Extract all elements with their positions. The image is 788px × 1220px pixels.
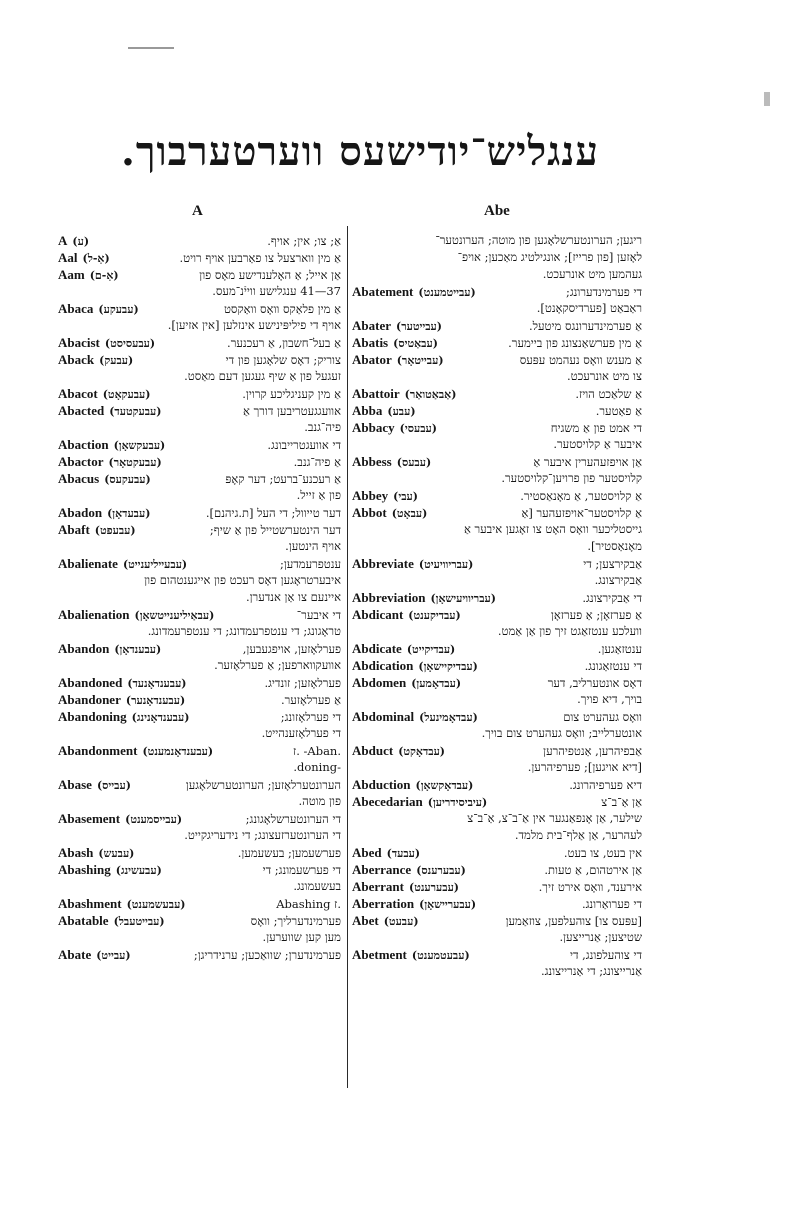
dictionary-entry — [352, 317, 642, 334]
entry-headword: Abet — [352, 913, 379, 928]
definition-continuation: [דיא אויגען]; פערפיהרען. — [527, 760, 642, 774]
dictionary-entry — [58, 351, 341, 368]
dictionary-entry — [352, 351, 642, 368]
entry-definition: די פערלאָזונג; — [280, 710, 341, 724]
definition-continuation: קלויסטער פון פרויען־קלויסטער. — [501, 471, 642, 485]
dictionary-entry — [352, 606, 642, 623]
dictionary-entry — [352, 657, 642, 674]
dictionary-entry — [352, 283, 642, 300]
entry-definition: אַ בעל־חשבון, אַ רעכנער. — [227, 336, 341, 350]
entry-definition: וואָס געהערט צום — [563, 710, 642, 724]
definition-continuation: 37—41 ענגלישע ווייֿנ־מעס. — [212, 284, 341, 298]
dictionary-entry — [352, 385, 642, 402]
dictionary-entry — [352, 334, 642, 351]
entry-pronunciation: (עבייסמענט) — [125, 813, 183, 826]
entry-definition: אַן אויפזעהערין איבער אַ — [533, 455, 642, 469]
entry-headword: Abasement — [58, 811, 121, 826]
definition-continuation: אַבקירצונג. — [594, 573, 642, 587]
dictionary-entry — [58, 708, 341, 725]
scan-speck — [764, 92, 770, 106]
entry-pronunciation: (עבדאָקשאָן) — [415, 779, 474, 792]
entry-pronunciation: (עבעקעס) — [104, 473, 151, 486]
entry-definition: פערשעמען; בעשעמען. — [237, 846, 341, 860]
entry-headword: Abbess — [352, 454, 392, 469]
entry-definition: דאָס אונטערליב, דער — [547, 676, 642, 690]
entry-headword: Abacus — [58, 471, 100, 486]
entry-pronunciation: (עבייטמענט) — [418, 286, 476, 299]
entry-definition: אַבפיהרען, אַנטפיהרען — [543, 744, 642, 758]
dictionary-entry — [352, 776, 642, 793]
dictionary-entry — [58, 504, 341, 521]
definition-continuation: פון מוטה. — [298, 794, 341, 808]
entry-pronunciation: (עבדאָמען) — [411, 677, 462, 690]
entry-definition: דיא פערפיהרונג. — [569, 778, 642, 792]
entry-pronunciation: (עבעקאָט) — [102, 388, 151, 401]
entry-headword: Aberration — [352, 896, 415, 911]
entry-definition: די אַבקירצונג. — [582, 591, 642, 605]
definition-continuation: מען קען שווערען. — [262, 930, 341, 944]
entry-headword: Abandoner — [58, 692, 121, 707]
entry-pronunciation: (אַבאַטואַר) — [404, 388, 457, 401]
entry-definition: אַ פערלאָזער. — [280, 693, 341, 707]
entry-pronunciation: (עבערענט) — [409, 881, 460, 894]
entry-definition: .Aban- .ז — [293, 744, 341, 758]
dictionary-entry — [352, 589, 642, 606]
entry-pronunciation: (עבעסי) — [399, 422, 437, 435]
entry-pronunciation: (עבעקטעד) — [109, 405, 162, 418]
entry-headword: Abator — [352, 352, 392, 367]
entry-headword: Abacist — [58, 335, 100, 350]
entry-headword: Abalienate — [58, 556, 118, 571]
dictionary-entry — [352, 946, 642, 963]
entry-pronunciation: (עבדאָמינעל) — [419, 711, 478, 724]
entry-headword: Abed — [352, 845, 382, 860]
entry-pronunciation: (ע) — [72, 235, 90, 248]
entry-headword: Abdicate — [352, 641, 402, 656]
entry-headword: Abdominal — [352, 709, 415, 724]
entry-pronunciation: (עבעש) — [98, 847, 135, 860]
entry-headword: Abatis — [352, 335, 389, 350]
definition-continuation: טראָגונג; די ענטפרעמדונג; די ענטפרעמדונג. — [147, 624, 341, 638]
entry-pronunciation: (עבעסיסט) — [104, 337, 156, 350]
entry-headword: Aberrance — [352, 862, 412, 877]
entry-pronunciation: (עבייטעבל) — [113, 915, 165, 928]
entry-definition: דער הינטערשטייל פון אַ שיף; — [209, 523, 341, 537]
dictionary-entry — [58, 334, 341, 351]
entry-definition: אַ מין ווארצעל צו פאַרבען אויף רויט. — [179, 251, 341, 265]
entry-headword: Abattoir — [352, 386, 400, 401]
entry-pronunciation: (אַ-ל) — [82, 252, 110, 265]
entry-pronunciation: (עבענדאָנער) — [125, 694, 186, 707]
dictionary-entry — [352, 453, 642, 470]
definition-continuation: געהמען מיט אונרעכט. — [542, 267, 642, 281]
entry-pronunciation: (עבי) — [393, 490, 418, 503]
entry-headword: Abetment — [352, 947, 407, 962]
definition-continuation: -doning. — [293, 760, 341, 774]
entry-headword: Abandon — [58, 641, 110, 656]
definition-continuation: צו מיט אונרעכט. — [566, 369, 642, 383]
entry-definition: פערמינדערן; שוואַכען; ערנידריגן; — [193, 948, 341, 962]
entry-headword: Abbey — [352, 488, 389, 503]
dictionary-entry — [352, 912, 642, 929]
entry-definition: די ענטזאַגונג. — [584, 659, 642, 673]
dictionary-entry — [58, 470, 341, 487]
definition-continuation: אוועקווארפען; אַ פערלאָזער. — [214, 658, 341, 672]
entry-headword: Abaction — [58, 437, 109, 452]
entry-headword: Abash — [58, 845, 94, 860]
entry-definition: הערונטערלאָזען; הערונטערשלאָגען — [185, 778, 341, 792]
entry-headword: Abacted — [58, 403, 105, 418]
entry-headword: Abashment — [58, 896, 122, 911]
entry-definition: אַ מענש וואָס נעהמט עפּעס — [519, 353, 642, 367]
entry-pronunciation: (עבאָט) — [391, 507, 428, 520]
dictionary-entry — [58, 232, 341, 249]
entry-headword: Abaft — [58, 522, 90, 537]
entry-definition: אַ פאַטער. — [595, 404, 642, 418]
entry-pronunciation: (עבענדאָנעד) — [127, 677, 187, 690]
dictionary-entry — [58, 861, 341, 878]
entry-headword: Abashing — [58, 862, 111, 877]
entry-headword: Abactor — [58, 454, 104, 469]
dictionary-entry — [58, 776, 341, 793]
entry-pronunciation: (עבעייליענייט) — [122, 558, 188, 571]
entry-headword: Abdicant — [352, 607, 404, 622]
entry-pronunciation: (עבדאָקט) — [398, 745, 446, 758]
definition-continuation: בויך, דיא פויך. — [577, 692, 642, 706]
dictionary-entry — [58, 402, 341, 419]
dictionary-entry — [58, 674, 341, 691]
entry-headword: Abalienation — [58, 607, 130, 622]
entry-pronunciation: (עבעס) — [396, 456, 432, 469]
dictionary-entry — [58, 266, 341, 283]
entry-definition: די איבער־ — [296, 608, 341, 622]
entry-definition: פערלאָזען, אויפגעבען, — [242, 642, 341, 656]
dictionary-entry — [58, 436, 341, 453]
entry-pronunciation: (עבעט) — [383, 915, 419, 928]
dictionary-entry — [58, 453, 341, 470]
entry-headword: Abaca — [58, 301, 94, 316]
definition-continuation: וועלכע ענטזאַגט זיך פון אַן אַמט. — [497, 624, 642, 638]
dictionary-entry — [58, 555, 341, 572]
page-title: ענגליש־יודישעס ווערטערבוך. — [120, 128, 600, 175]
dictionary-entry — [352, 419, 642, 436]
dictionary-entry — [58, 249, 341, 266]
entry-definition: אַ רעכנע־ברעט; דער קאָפּ — [225, 472, 341, 486]
definition-continuation: אַנרייצונג; די אַנרייצונג. — [540, 964, 642, 978]
entry-pronunciation: (עבדיקיישאָן) — [418, 660, 478, 673]
entry-headword: Abandoned — [58, 675, 123, 690]
entry-definition: די אוועגטרייבונג. — [267, 438, 341, 452]
entry-definition: .ז Abashing — [276, 897, 341, 911]
dictionary-entry — [352, 878, 642, 895]
scan-speck — [128, 47, 174, 49]
definition-continuation: בעשעמונג. — [293, 879, 341, 893]
entry-pronunciation: (עבענדאָן) — [114, 643, 162, 656]
definition-continuation: אויף הינטען. — [285, 539, 341, 553]
entry-headword: Abbreviate — [352, 556, 414, 571]
entry-definition: אַן אירטהום, אַ טעות. — [544, 863, 642, 877]
entry-headword: Abase — [58, 777, 92, 792]
entry-pronunciation: (עבעפט) — [94, 524, 136, 537]
entry-definition: אַ קלויסטער־אויפזעהער [אַ — [521, 506, 642, 520]
dictionary-entry — [352, 555, 642, 572]
entry-definition: אַ פיה־גנב. — [293, 455, 341, 469]
entry-definition: אַ מין קעניגליכע קרוין. — [242, 387, 341, 401]
dictionary-entry — [58, 810, 341, 827]
entry-headword: Abate — [58, 947, 92, 962]
dictionary-entry — [58, 640, 341, 657]
dictionary-entry — [352, 861, 642, 878]
entry-headword: Abba — [352, 403, 383, 418]
entry-definition: אַן אייל; אַ האָלענדישע מאָס פון — [199, 268, 341, 282]
entry-definition: פערמינדערליך; וואָס — [250, 914, 341, 928]
dictionary-entry — [58, 521, 341, 538]
dictionary-entry — [58, 300, 341, 317]
definition-continuation: ראַבאַט [פערדיסקאָנט]. — [536, 301, 642, 315]
dictionary-entry — [58, 385, 341, 402]
entry-headword: Aam — [58, 267, 85, 282]
entry-pronunciation: (עבעשמענט) — [126, 898, 186, 911]
dictionary-entry — [352, 708, 642, 725]
entry-definition: די פערשעמונג; די — [262, 863, 341, 877]
entry-pronunciation: (עבע) — [387, 405, 416, 418]
entry-headword: Abandonment — [58, 743, 138, 758]
entry-definition: אַ מין פערשאַנצונג פון ביימער. — [508, 336, 642, 350]
entry-definition: דער טייוול; די העל [ת.גיהנם]. — [205, 506, 341, 520]
entry-definition: אוועגגעטריבען דורך אַ — [243, 404, 341, 418]
entry-pronunciation: (עבעקשאָן) — [113, 439, 166, 452]
dictionary-entry — [58, 946, 341, 963]
definition-continuation: שטיצען; אַנרייצען. — [559, 930, 642, 944]
entry-headword: Aback — [58, 352, 95, 367]
definition-continuation: איבער אַ קלויסטער. — [553, 437, 642, 451]
dictionary-entry — [352, 793, 642, 810]
entry-definition: [עפּעס צו] צוהעלפען, צוזאַמען — [505, 914, 642, 928]
entry-pronunciation: (עבדיקייט) — [406, 643, 456, 656]
right-column — [352, 232, 642, 980]
entry-pronunciation: (עבדיקענט) — [408, 609, 461, 622]
entry-definition: אַן אַ־ב־צ — [601, 795, 642, 809]
entry-pronunciation: (עבעטמענט) — [411, 949, 470, 962]
column-divider — [347, 226, 348, 1088]
definition-continuation: איינעם צו אַן אנדערן. — [245, 590, 341, 604]
dictionary-entry — [58, 691, 341, 708]
entry-definition: די הערונטערשלאָגונג; — [245, 812, 341, 826]
entry-headword: Abecedarian — [352, 794, 423, 809]
dictionary-entry — [352, 504, 642, 521]
entry-pronunciation: (עבעריישאָן) — [419, 898, 477, 911]
dictionary-entry — [352, 742, 642, 759]
definition-continuation: איבערטראָגען דאָס רעכט פון אייגענטהום פון — [144, 573, 341, 587]
entry-headword: Abandoning — [58, 709, 127, 724]
definition-continuation: אונטערלייב; וואָס געהערט צום בויך. — [481, 726, 642, 740]
entry-pronunciation: (עבייס) — [96, 779, 131, 792]
entry-headword: Abduction — [352, 777, 411, 792]
entry-definition: די פערואַרונג. — [581, 897, 642, 911]
entry-pronunciation: (עבייטער) — [396, 320, 442, 333]
entry-definition: אַ קלויסטער, אַ מאָנאַסטיר. — [520, 489, 642, 503]
dictionary-entry — [58, 844, 341, 861]
entry-definition: אַ; צו; אין; אויף. — [267, 234, 341, 248]
entry-headword: Abdomen — [352, 675, 407, 690]
entry-pronunciation: (עבאַיליענייטשאָן) — [134, 609, 215, 622]
entry-headword: Abduct — [352, 743, 394, 758]
entry-pronunciation: (עבאַטיס) — [393, 337, 438, 350]
entry-headword: Abadon — [58, 505, 103, 520]
dictionary-entry — [58, 742, 341, 759]
definition-continuation: די הערונטערזעצונג; די נידעריגקייט. — [184, 828, 341, 842]
entry-pronunciation: (עבענדאָנמענט) — [142, 745, 214, 758]
entry-pronunciation: (עבערענס) — [416, 864, 466, 877]
entry-definition: ענטזאַגען. — [597, 642, 642, 656]
definition-continuation: זעגעל פון אַ שיף געגען דעם מאַסט. — [184, 369, 341, 383]
entry-headword: Abbot — [352, 505, 387, 520]
definition-continuation: פון אַ זייל. — [296, 488, 341, 502]
entry-definition: אַבקירצען; די — [583, 557, 642, 571]
definition-continuation: לעהרער, אַן אַלף־בית מלמד. — [514, 828, 642, 842]
entry-pronunciation: (עבעדאָן) — [107, 507, 151, 520]
entry-definition: פערלאָזען; זונדיג. — [264, 676, 341, 690]
entry-definition: אַ מין פלאַקס וואָס וואַקסט — [223, 302, 341, 316]
entry-definition: אירענד, וואָס אירט זיך. — [538, 880, 642, 894]
entry-pronunciation: (עבייטאָר) — [396, 354, 444, 367]
definition-continuation: אויף די פיליפּינישע אינזלען [אין אזיען]. — [167, 318, 341, 332]
entry-headword: Abatement — [352, 284, 414, 299]
entry-headword: Abbreviation — [352, 590, 426, 605]
entry-pronunciation: (עבענדאָנינג) — [131, 711, 190, 724]
definition-continuation: מאָנאַסטיר]. — [587, 539, 642, 553]
entry-definition: ענטפרעמדען; — [279, 557, 341, 571]
dictionary-entry — [58, 895, 341, 912]
definition-continuation: שילער, אַן אָנפאַנגער אין אַ־ב־צ, אַ־ב־צ — [467, 811, 642, 825]
entry-headword: Abdication — [352, 658, 414, 673]
entry-definition: די פערמינדערונג; — [566, 285, 642, 299]
entry-headword: Aal — [58, 250, 78, 265]
entry-headword: A — [58, 233, 68, 248]
definition-continuation: ריגען; הערונטערשלאָגען פון מוטה; הערונטער־ — [435, 233, 642, 247]
entry-pronunciation: (עבייט) — [96, 949, 131, 962]
entry-definition: אַ שלאַכט הויז. — [575, 387, 642, 401]
entry-pronunciation: (עבעשינג) — [115, 864, 162, 877]
dictionary-entry — [352, 844, 642, 861]
entry-pronunciation: (עבעקע) — [98, 303, 139, 316]
entry-pronunciation: (עבעקטאָר) — [108, 456, 162, 469]
dictionary-entry — [58, 912, 341, 929]
definition-continuation: די פערלאָזענהייט. — [261, 726, 341, 740]
entry-headword: Abatable — [58, 913, 109, 928]
entry-headword: Abacot — [58, 386, 98, 401]
entry-definition: אין בעט, צו בעט. — [563, 846, 642, 860]
entry-pronunciation: (עיביסידריען) — [427, 796, 488, 809]
column-head-right: Abe — [484, 203, 510, 219]
left-column — [58, 232, 341, 963]
dictionary-entry — [58, 606, 341, 623]
dictionary-entry — [352, 640, 642, 657]
entry-pronunciation: (עבעק) — [99, 354, 134, 367]
entry-definition: די אמט פון אַ משגיח — [550, 421, 642, 435]
entry-headword: Aberrant — [352, 879, 404, 894]
entry-definition: די צוהעלפונג, די — [569, 948, 642, 962]
entry-definition: אַ פערזאָן; אַ פערזאָן — [550, 608, 642, 622]
entry-headword: Abater — [352, 318, 391, 333]
entry-definition: צוריק; דאָס שלאָגען פון די — [225, 353, 341, 367]
dictionary-entry — [352, 674, 642, 691]
entry-definition: אַ פערמינדערונגס מיטעל. — [529, 319, 642, 333]
definition-continuation: גייסטליכער וואָס האָט צו זאָגען איבער אַ — [463, 522, 642, 536]
entry-pronunciation: (עבריוויעישאָן) — [430, 592, 496, 605]
entry-headword: Abbacy — [352, 420, 395, 435]
definition-continuation: פיה־גנב. — [304, 420, 341, 434]
entry-pronunciation: (אַ-ם) — [89, 269, 119, 282]
definition-continuation: לאָזען [פון פרייז]; אונגילטיג מאַכען; אויפ־ — [457, 250, 642, 264]
column-head-left: A — [192, 203, 203, 219]
dictionary-entry — [352, 487, 642, 504]
dictionary-entry — [352, 402, 642, 419]
entry-pronunciation: (עבריוויעיט) — [418, 558, 474, 571]
dictionary-entry — [352, 895, 642, 912]
entry-pronunciation: (עבעד) — [386, 847, 421, 860]
